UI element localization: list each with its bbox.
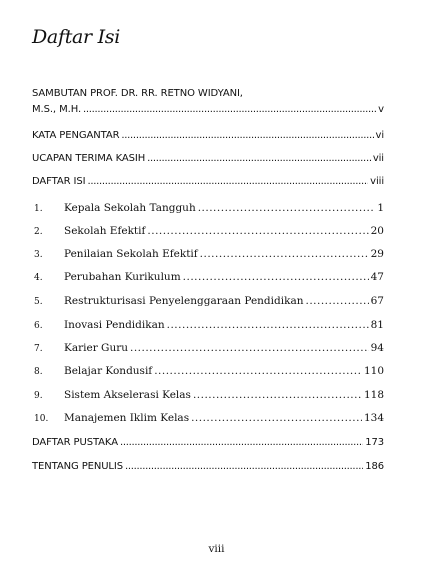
chapter-page: 29 <box>370 248 384 260</box>
dot-leader <box>183 271 369 283</box>
dot-leader <box>130 342 369 354</box>
toc-entry-page: viii <box>370 176 384 187</box>
dot-leader <box>167 319 369 331</box>
page-number: viii <box>208 543 225 555</box>
toc-entry-page: 173 <box>365 437 384 448</box>
toc-chapter-7[interactable] <box>32 342 384 354</box>
toc-chapter-2[interactable] <box>32 225 384 237</box>
page-title: Daftar Isi <box>32 26 121 48</box>
dot-leader <box>193 389 362 401</box>
toc-entry-label: SAMBUTAN PROF. DR. RR. RETNO WIDYANI, <box>32 88 243 99</box>
chapter-title: Sekolah Efektif <box>64 225 146 237</box>
toc-entry-sambutan[interactable] <box>32 88 384 115</box>
toc-entry-label: KATA PENGANTAR <box>32 130 120 141</box>
chapter-title: Inovasi Pendidikan <box>64 319 165 331</box>
chapter-number: 6. <box>34 321 43 331</box>
chapter-number: 5. <box>34 297 43 307</box>
dot-leader <box>83 104 376 115</box>
chapter-title: Perubahan Kurikulum <box>64 271 181 283</box>
dot-leader <box>200 248 369 260</box>
toc-entry-page: 186 <box>365 461 384 472</box>
toc-entry-ucapan[interactable] <box>32 153 384 164</box>
dot-leader <box>120 437 363 448</box>
dot-leader <box>154 365 362 377</box>
chapter-number: 9. <box>34 391 43 401</box>
dot-leader <box>147 225 368 237</box>
chapter-title: Belajar Kondusif <box>64 365 153 377</box>
toc-chapter-3[interactable] <box>32 248 384 260</box>
dot-leader <box>88 176 369 187</box>
dot-leader <box>191 412 362 424</box>
chapter-number: 8. <box>34 367 43 377</box>
toc-chapter-8[interactable] <box>32 365 384 377</box>
toc-entry-label: TENTANG PENULIS <box>32 461 124 472</box>
toc-entry-page: vii <box>372 153 384 164</box>
chapter-number: 1. <box>34 204 43 214</box>
chapter-number: 2. <box>34 227 43 237</box>
chapter-number: 4. <box>34 273 43 283</box>
dot-leader <box>147 153 371 164</box>
toc-entry-label-line2: M.S., M.H. <box>32 104 82 115</box>
chapter-number: 10. <box>34 414 49 424</box>
chapter-number: 3. <box>34 250 43 260</box>
dot-leader <box>305 295 368 307</box>
chapter-title: Penilaian Sekolah Efektif <box>64 248 198 260</box>
chapter-title: Restrukturisasi Penyelenggaraan Pendidikan <box>64 295 304 307</box>
chapter-page: 47 <box>370 271 384 283</box>
chapter-title: Manajemen Iklim Kelas <box>64 412 190 424</box>
chapter-page: 94 <box>370 342 384 354</box>
chapter-page: 118 <box>363 389 384 401</box>
toc-entry-label: DAFTAR ISI <box>32 176 86 187</box>
dot-leader <box>198 202 376 214</box>
chapter-page: 1 <box>377 202 384 214</box>
toc-entry-tentang-penulis[interactable] <box>32 461 384 472</box>
chapter-page: 67 <box>370 295 384 307</box>
chapter-page: 134 <box>363 412 384 424</box>
chapter-page: 20 <box>370 225 384 237</box>
toc-chapter-9[interactable] <box>32 389 384 401</box>
toc-chapter-5[interactable] <box>32 295 384 307</box>
chapter-title: Sistem Akselerasi Kelas <box>64 389 191 401</box>
toc-entry-daftar-isi[interactable] <box>32 176 384 187</box>
toc-entry-label: DAFTAR PUSTAKA <box>32 437 118 448</box>
toc-entry-page: vi <box>375 130 384 141</box>
chapter-page: 110 <box>363 365 384 377</box>
toc-chapter-4[interactable] <box>32 271 384 283</box>
chapter-title: Karier Guru <box>64 342 128 354</box>
dot-leader <box>125 461 363 472</box>
dot-leader <box>121 130 373 141</box>
chapter-title: Kepala Sekolah Tangguh <box>64 202 196 214</box>
toc-entry-page: v <box>378 104 384 115</box>
toc-entry-label: UCAPAN TERIMA KASIH <box>32 153 146 164</box>
toc-chapter-6[interactable] <box>32 319 384 331</box>
chapter-number: 7. <box>34 344 43 354</box>
toc-entry-daftar-pustaka[interactable] <box>32 437 384 448</box>
chapter-page: 81 <box>370 319 384 331</box>
toc-chapter-1[interactable] <box>32 202 384 214</box>
toc-entry-kata-pengantar[interactable] <box>32 130 384 141</box>
toc-chapter-10[interactable] <box>32 412 384 424</box>
